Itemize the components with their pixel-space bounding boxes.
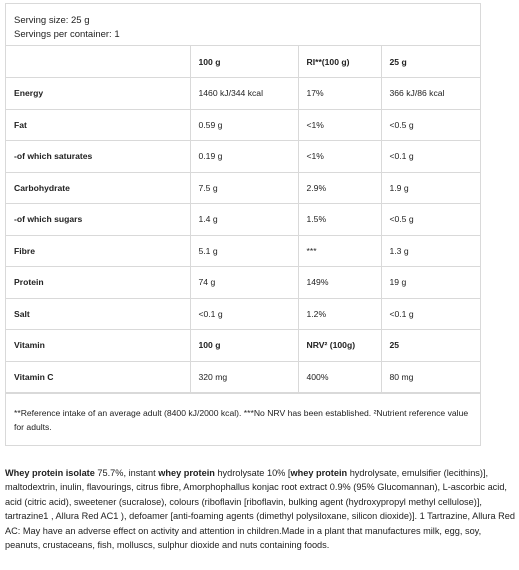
table-cell: 5.1 g — [190, 235, 298, 267]
table-row — [6, 235, 480, 267]
table-cell: 1.9 g — [381, 172, 480, 204]
header-cell: 25 — [381, 330, 480, 362]
header-cell: 100 g — [190, 330, 298, 362]
ingredient-text: hydrolysate 10% [ — [214, 468, 291, 478]
table-cell: <0.5 g — [381, 204, 480, 236]
table-row — [6, 267, 480, 299]
table-cell: <0.1 g — [381, 141, 480, 173]
table-cell: 80 mg — [381, 361, 480, 393]
ingredient-text: 75.7%, instant — [94, 468, 159, 478]
table-cell: Protein — [6, 267, 190, 299]
serving-size: Serving size: 25 g — [14, 15, 90, 26]
table-cell: 1.3 g — [381, 235, 480, 267]
table-cell: <1% — [298, 109, 381, 141]
table-cell: 7.5 g — [190, 172, 298, 204]
table-cell: 1.5% — [298, 204, 381, 236]
table-cell: 17% — [298, 78, 381, 110]
ingredients-text — [5, 466, 517, 552]
table-row — [6, 204, 480, 236]
table-row — [6, 361, 480, 393]
table-cell: -of which sugars — [6, 204, 190, 236]
table-cell: 400% — [298, 361, 381, 393]
table-cell: 0.59 g — [190, 109, 298, 141]
table-cell: 149% — [298, 267, 381, 299]
nutrition-table — [6, 46, 480, 393]
table-cell: <0.1 g — [190, 298, 298, 330]
table-cell: Carbohydrate — [6, 172, 190, 204]
table-cell: Salt — [6, 298, 190, 330]
table-cell: -of which saturates — [6, 141, 190, 173]
table-cell: 74 g — [190, 267, 298, 299]
table-cell: <0.5 g — [381, 109, 480, 141]
table-cell: 2.9% — [298, 172, 381, 204]
header-cell: 100 g — [190, 46, 298, 78]
ingredient-bold: Whey protein isolate — [5, 468, 95, 478]
ingredient-bold: whey protein — [290, 468, 348, 478]
table-row — [6, 141, 480, 173]
table-cell: Fibre — [6, 235, 190, 267]
header-cell — [6, 46, 190, 78]
header-cell: 25 g — [381, 46, 480, 78]
table-cell: <0.1 g — [381, 298, 480, 330]
table-row — [6, 298, 480, 330]
table-cell: 366 kJ/86 kcal — [381, 78, 480, 110]
ingredient-bold: whey protein — [158, 468, 215, 478]
table-cell: Fat — [6, 109, 190, 141]
table-cell: <1% — [298, 141, 381, 173]
table-cell: Energy — [6, 78, 190, 110]
table-cell: Vitamin C — [6, 361, 190, 393]
table-header-row — [6, 46, 480, 78]
table-cell: 1.4 g — [190, 204, 298, 236]
table-cell: 320 mg — [190, 361, 298, 393]
servings-per-container: Servings per container: 1 — [14, 29, 120, 40]
vitamin-header-row — [6, 330, 480, 362]
table-cell: 1460 kJ/344 kcal — [190, 78, 298, 110]
table-cell: 1.2% — [298, 298, 381, 330]
table-cell: 19 g — [381, 267, 480, 299]
table-cell: *** — [298, 235, 381, 267]
header-cell: NRV² (100g) — [298, 330, 381, 362]
table-row — [6, 172, 480, 204]
header-cell: RI**(100 g) — [298, 46, 381, 78]
nutrition-facts-box — [5, 3, 481, 446]
header-cell: Vitamin — [6, 330, 190, 362]
ingredient-text: hydrolysate, emulsifier (lecithins)], maltodextrin, inulin, flavourings, citrus fibre, Amorphophallus konjac root extract 0.9% (95% Glucomannan), L-ascorbic acid, acid (citric acid), sweetener (sucralose), colours (riboflavin [riboflavin, bulking agent (hydroxypropyl methyl cellulose)], tartrazine1 , Allura Red AC1 ), defoamer [anti-foaming agents (dimethyl polysiloxane, silicon dioxide)]. 1 Tartrazine, Allura Red AC: May have an adverse effect on activity and attention in children.Made in a plant that manufactures milk, egg, soy, peanuts, crustaceans, fish, molluscs, sulphur dioxide and nuts containing foods. — [5, 468, 515, 551]
table-cell: 0.19 g — [190, 141, 298, 173]
table-row — [6, 109, 480, 141]
serving-info — [6, 4, 480, 46]
table-row — [6, 78, 480, 110]
footnote: **Reference intake of an average adult (8400 kJ/2000 kcal). ***No NRV has been established. ²Nutrient reference value for adults. — [6, 393, 480, 445]
